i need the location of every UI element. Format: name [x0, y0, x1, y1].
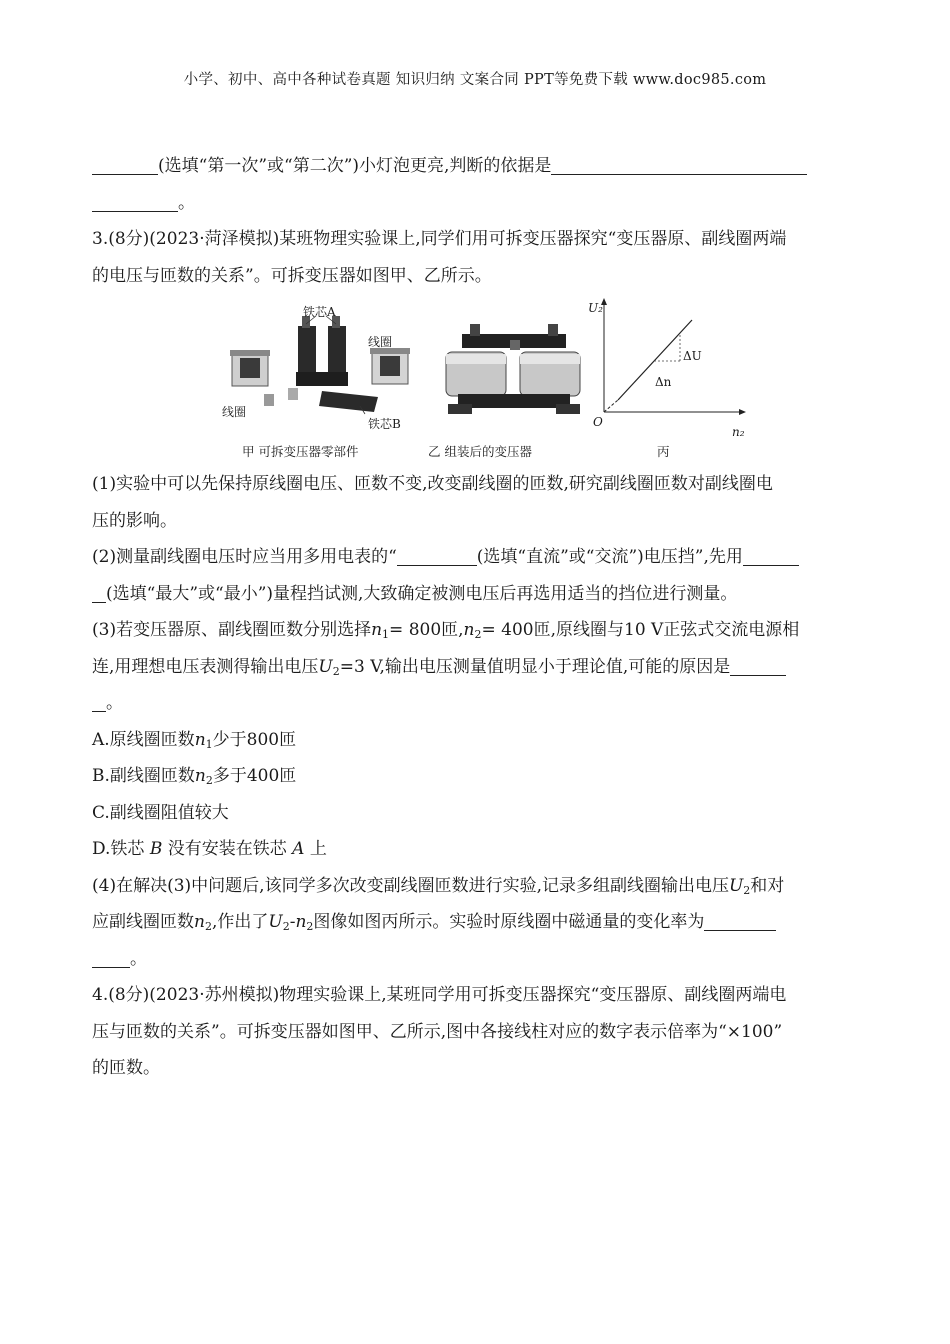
option-c[interactable]: C.副线圈阻值较大: [92, 802, 229, 823]
answer-blank[interactable]: [92, 580, 106, 603]
q3-part4-line-3: 。: [92, 941, 860, 978]
axis-label-n2: n₂: [732, 425, 745, 439]
small-parts: [264, 388, 298, 406]
q3-part4-line-1: (4)在解决(3)中问题后,该同学多次改变副线圈匝数进行实验,记录多组副线圈输出电压$U_2$和对: [92, 875, 785, 897]
q3-stem-line-2: 的电压与匝数的关系”。可拆变压器如图甲、乙所示。: [92, 265, 492, 286]
delta-u-label: ΔU: [683, 349, 702, 363]
answer-blank[interactable]: [551, 152, 807, 175]
q3-figure: [92, 294, 860, 466]
answer-blank[interactable]: [397, 543, 477, 566]
caption-bing: 丙: [657, 444, 670, 459]
document-body: [92, 148, 860, 1087]
option-d[interactable]: D.铁芯 B 没有安装在铁芯 A 上: [92, 839, 327, 859]
option-b[interactable]: B.副线圈匝数$n_2$多于400匝: [92, 766, 297, 787]
axis-label-u2: U₂: [588, 301, 603, 315]
label-coil-top: 线圈: [368, 335, 393, 349]
caption-jia: 甲 可拆变压器零部件: [242, 444, 359, 459]
answer-blank[interactable]: [704, 908, 776, 931]
q3-part3-line-2: 连,用理想电压表测得输出电压$U_2=3$ V,输出电压测量值明显小于理论值,可能的原因是: [92, 649, 860, 686]
q3-part4-line-2: 应副线圈匝数$n_2$,作出了$U_2-n_2$图像如图丙所示。实验时原线圈中磁通量的变化率为: [92, 904, 860, 941]
q4-stem-line-1: 4.(8分)(2023·苏州模拟)物理实验课上,某班同学用可拆变压器探究“变压器原、副线圈两端电: [92, 985, 787, 1005]
q3-part1-line-2: 压的影响。: [92, 510, 177, 531]
caption-yi: 乙 组装后的变压器: [428, 444, 532, 459]
prev-question-line-2: 。: [92, 185, 860, 222]
q4-stem-line-3: 的匝数。: [92, 1058, 160, 1078]
q3-part3-line-1: (3)若变压器原、副线圈匝数分别选择$n_1= 800$匝$,n_2= 400$匝,原线圈与10 V正弦式交流电源相: [92, 620, 800, 641]
label-coil-left: 线圈: [222, 405, 247, 419]
u2-n2-graph: [601, 298, 746, 415]
label-core-b: 铁芯B: [368, 417, 401, 431]
q4-stem-line-2: 压与匝数的关系”。可拆变压器如图甲、乙所示,图中各接线柱对应的数字表示倍率为“×100”: [92, 1021, 783, 1042]
q3-part3-line-3: 。: [92, 685, 860, 722]
label-core-a: 铁芯A: [303, 305, 336, 319]
answer-blank[interactable]: [92, 945, 130, 968]
page-header: 小学、初中、高中各种试卷真题 知识归纳 文案合同 PPT等免费下载 www.doc985.com: [183, 72, 767, 88]
q3-part2-line-1: (2)测量副线圈电压时应当用多用电表的“ (选填“直流”或“交流”)电压挡”,先用: [92, 539, 860, 576]
answer-blank[interactable]: [92, 189, 178, 212]
coil-left: [230, 350, 270, 386]
prev-question-line-1: (选填“第一次”或“第二次”)小灯泡更亮,判断的依据是: [92, 148, 860, 185]
answer-blank[interactable]: [92, 689, 106, 712]
q3-stem-line-1: 3.(8分)(2023·菏泽模拟)某班物理实验课上,同学们用可拆变压器探究“变压器原、副线圈两端: [92, 229, 787, 249]
q3-part2-line-2: (选填“最大”或“最小”)量程挡试测,大致确定被测电压后再选用适当的挡位进行测量。: [92, 576, 860, 613]
option-a[interactable]: A.原线圈匝数$n_1$少于800匝: [92, 729, 297, 751]
q3-part1-line-1: (1)实验中可以先保持原线圈电压、匝数不变,改变副线圈的匝数,研究副线圈匝数对副线圈电: [92, 474, 773, 494]
origin-label: O: [593, 415, 603, 429]
answer-blank[interactable]: [743, 543, 799, 566]
answer-blank[interactable]: [92, 152, 158, 175]
delta-n-label: Δn: [655, 375, 672, 389]
assembled-transformer: [446, 324, 580, 414]
answer-blank[interactable]: [730, 653, 786, 676]
